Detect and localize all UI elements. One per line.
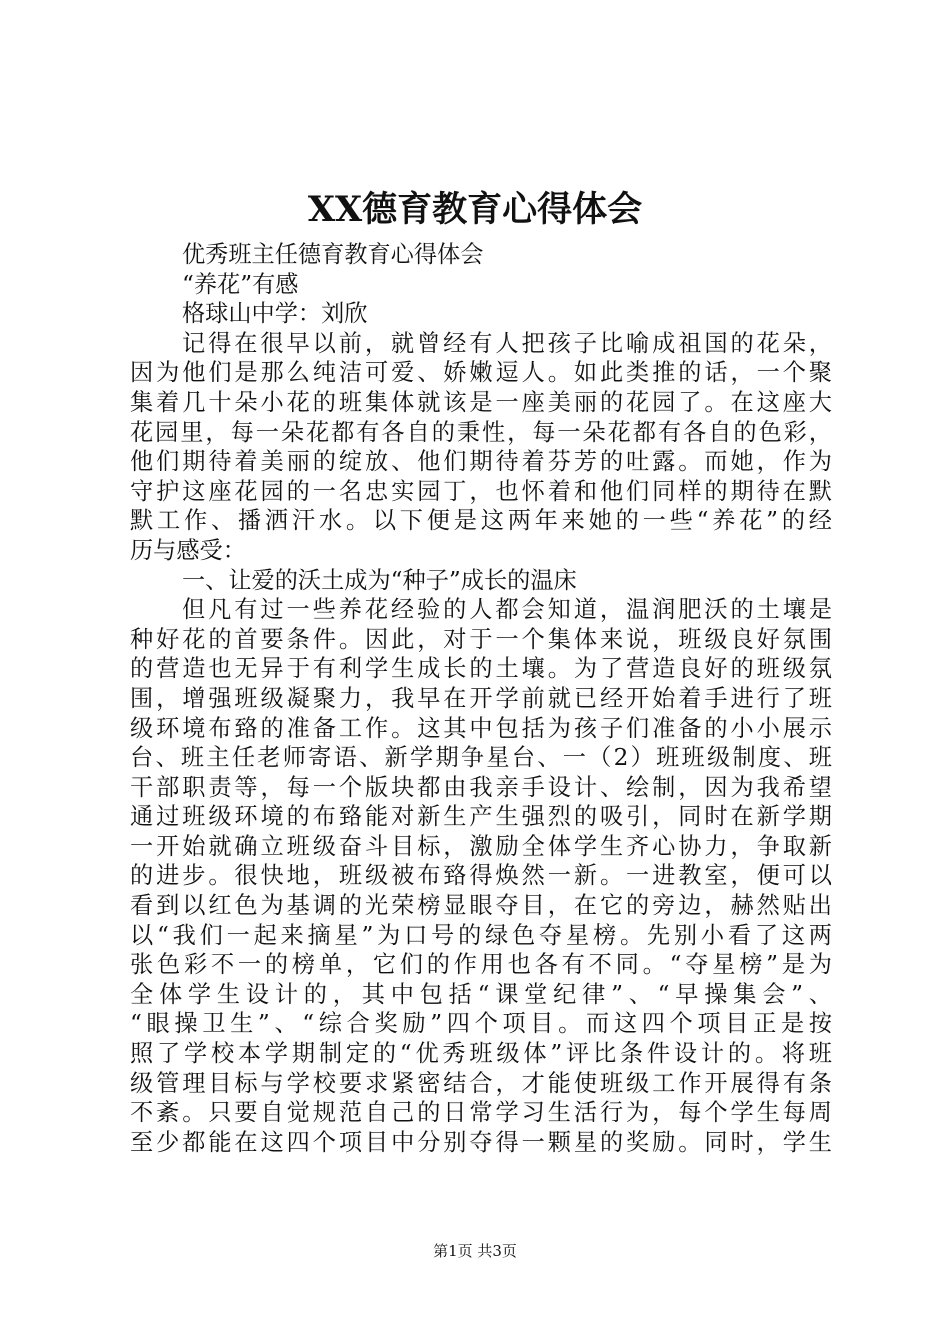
text-line: 集着几十朵小花的班集体就该是一座美丽的花园了。在这座大 [130, 388, 832, 416]
text-line: 历与感受： [130, 536, 246, 564]
text-line: 围，增强班级凝聚力，我早在开学前就已经开始着手进行了班 [130, 684, 832, 712]
text-line: 的营造也无异于有利学生成长的土壤。为了营造良好的班级氛 [130, 655, 832, 683]
text-line: 至少都能在这四个项目中分别夺得一颗星的奖励。同时，学生 [130, 1128, 832, 1156]
text-line: 花园里，每一朵花都有各自的秉性，每一朵花都有各自的色彩， [130, 418, 832, 446]
text-line: 因为他们是那么纯洁可爱、娇嫩逗人。如此类推的话，一个聚 [130, 359, 832, 387]
text-line: 优秀班主任德育教育心得体会 [182, 241, 484, 268]
text-line: 格球山中学：刘欣 [182, 300, 368, 328]
page-footer: 第1页 共3页 [433, 1242, 517, 1260]
text-line: “眼操卫生”、“综合奖励”四个项目。而这四个项目正是按 [130, 1010, 832, 1038]
text-line: 但凡有过一些养花经验的人都会知道，温润肥沃的土壤是 [182, 596, 832, 624]
text-line: 的进步。很快地，班级被布臵得焕然一新。一进教室，便可以 [130, 862, 832, 890]
text-line: 一、让爱的沃土成为“种子”成长的温床 [182, 566, 577, 594]
text-line: “养花”有感 [182, 270, 299, 298]
text-line: 台、班主任老师寄语、新学期争星台、一（2）班班级制度、班 [130, 744, 832, 772]
text-line: 守护这座花园的一名忠实园丁，也怀着和他们同样的期待在默 [130, 477, 832, 505]
text-line: 一开始就确立班级奋斗目标，激励全体学生齐心协力，争取新 [130, 832, 832, 860]
text-line: 照了学校本学期制定的“优秀班级体”评比条件设计的。将班 [130, 1040, 832, 1068]
text-line: 级管理目标与学校要求紧密结合，才能使班级工作开展得有条 [130, 1069, 832, 1097]
text-line: 种好花的首要条件。因此，对于一个集体来说，班级良好氛围 [130, 625, 832, 653]
text-line: 不紊。只要自觉规范自己的日常学习生活行为，每个学生每周 [130, 1099, 832, 1127]
text-line: 默工作、播洒汗水。以下便是这两年来她的一些“养花”的经 [130, 507, 832, 535]
text-line: 记得在很早以前，就曾经有人把孩子比喻成祖国的花朵， [182, 329, 832, 357]
text-line: 级环境布臵的准备工作。这其中包括为孩子们准备的小小展示 [130, 714, 832, 742]
text-line: 看到以红色为基调的光荣榜显眼夺目，在它的旁边，赫然贴出 [130, 892, 832, 920]
document-body [130, 240, 832, 1157]
text-line: 全体学生设计的，其中包括“课堂纪律”、“早操集会”、 [130, 980, 832, 1008]
text-line: 以“我们一起来摘星”为口号的绿色夺星榜。先别小看了这两 [130, 921, 832, 949]
text-line: 他们期待着美丽的绽放、他们期待着芬芳的吐露。而她，作为 [130, 448, 832, 476]
document-title: XX德育教育心得体会 [307, 189, 643, 230]
text-line: 干部职责等，每一个版块都由我亲手设计、绘制，因为我希望 [130, 773, 832, 801]
text-line: 张色彩不一的榜单，它们的作用也各有不同。“夺星榜”是为 [130, 951, 832, 979]
text-line: 通过班级环境的布臵能对新生产生强烈的吸引，同时在新学期 [130, 803, 832, 831]
